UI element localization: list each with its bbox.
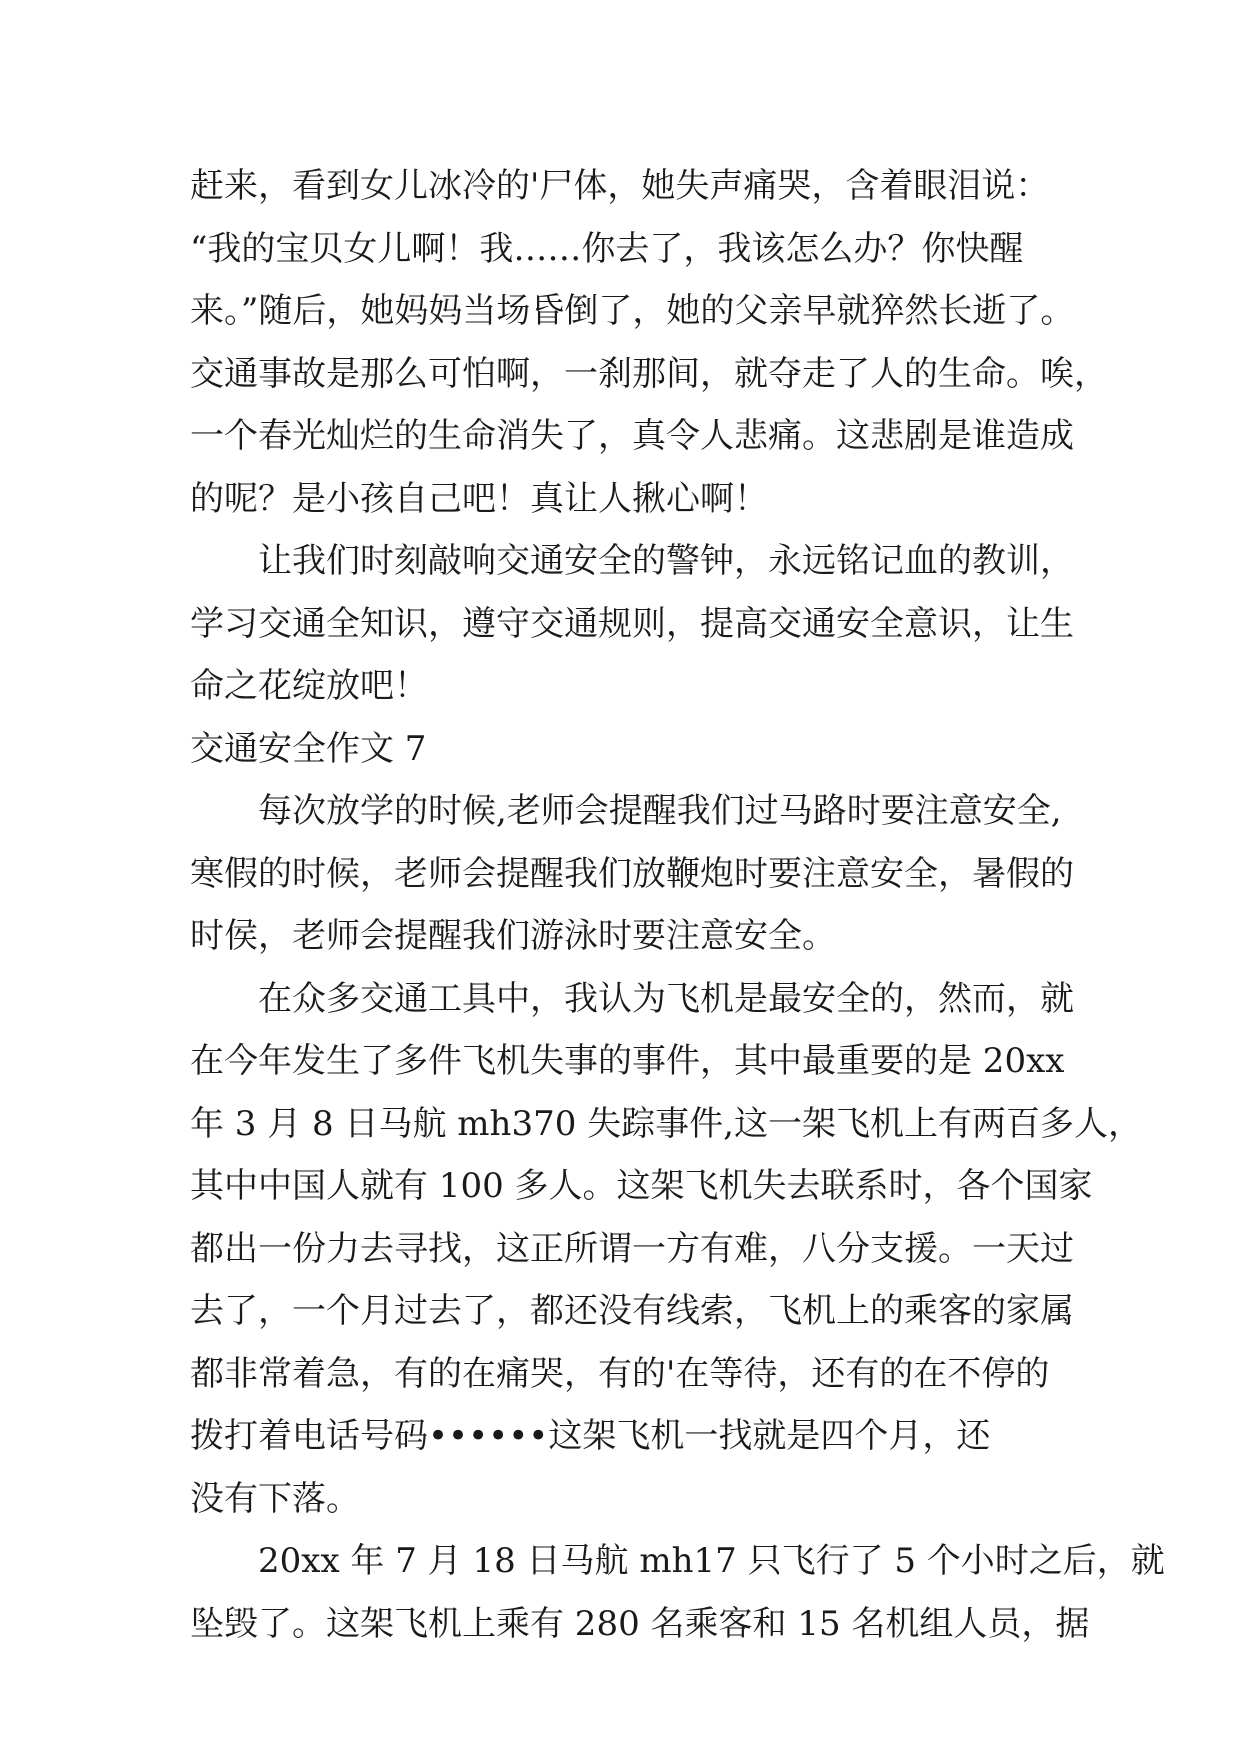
text-line: 去了，一个月过去了，都还没有线索，飞机上的乘客的家属 [190, 1291, 1074, 1331]
paragraph-first-line: 让我们时刻敲响交通安全的警钟，永远铭记血的教训， [258, 541, 1074, 581]
text-line: 来。”随后，她妈妈当场昏倒了，她的父亲早就猝然长逝了。 [190, 291, 1075, 331]
text-line: 没有下落。 [190, 1478, 360, 1519]
section-heading: 交通安全作文 7 [190, 728, 427, 769]
text-line: 年 3 月 8 日马航 mh370 失踪事件,这一架飞机上有两百多人， [190, 1103, 1142, 1144]
text-line: 赶来，看到女儿冰冷的'尸体，她失声痛哭，含着眼泪说： [190, 166, 1050, 206]
text-line: 其中中国人就有 100 多人。这架飞机失去联系时，各个国家 [190, 1166, 1093, 1206]
text-line: 都非常着急，有的在痛哭，有的'在等待，还有的在不停的 [190, 1353, 1050, 1394]
text-line: 学习交通全知识，遵守交通规则，提高交通安全意识，让生 [190, 603, 1074, 644]
document-body [190, 155, 1165, 1655]
text-line: 拨打着电话号码••••••这架飞机一找就是四个月，还 [190, 1416, 991, 1456]
text-line: 寒假的时候，老师会提醒我们放鞭炮时要注意安全，暑假的 [190, 853, 1074, 894]
text-line: 命之花绽放吧！ [190, 666, 428, 706]
text-line: “我的宝贝女儿啊！我……你去了，我该怎么办？你快醒 [190, 228, 1024, 269]
text-line: 坠毁了。这架飞机上乘有 280 名乘客和 15 名机组人员，据 [190, 1603, 1090, 1644]
text-line: 在今年发生了多件飞机失事的事件，其中最重要的是 20xx [190, 1041, 1065, 1081]
text-line: 一个春光灿烂的生命消失了，真令人悲痛。这悲剧是谁造成 [190, 416, 1074, 456]
text-line: 时侯，老师会提醒我们游泳时要注意安全。 [190, 916, 836, 956]
text-line: 交通事故是那么可怕啊，一刹那间，就夺走了人的生命。唉， [190, 353, 1108, 394]
text-line: 都出一份力去寻找，这正所谓一方有难，八分支援。一天过 [190, 1228, 1074, 1269]
text-line: 的呢？是小孩自己吧！真让人揪心啊！ [190, 478, 768, 519]
paragraph-first-line: 在众多交通工具中，我认为飞机是最安全的，然而，就 [258, 978, 1074, 1019]
paragraph-first-line: 每次放学的时候,老师会提醒我们过马路时要注意安全, [258, 791, 1062, 831]
paragraph-first-line: 20xx 年 7 月 18 日马航 mh17 只飞行了 5 个小时之后，就 [258, 1541, 1165, 1581]
